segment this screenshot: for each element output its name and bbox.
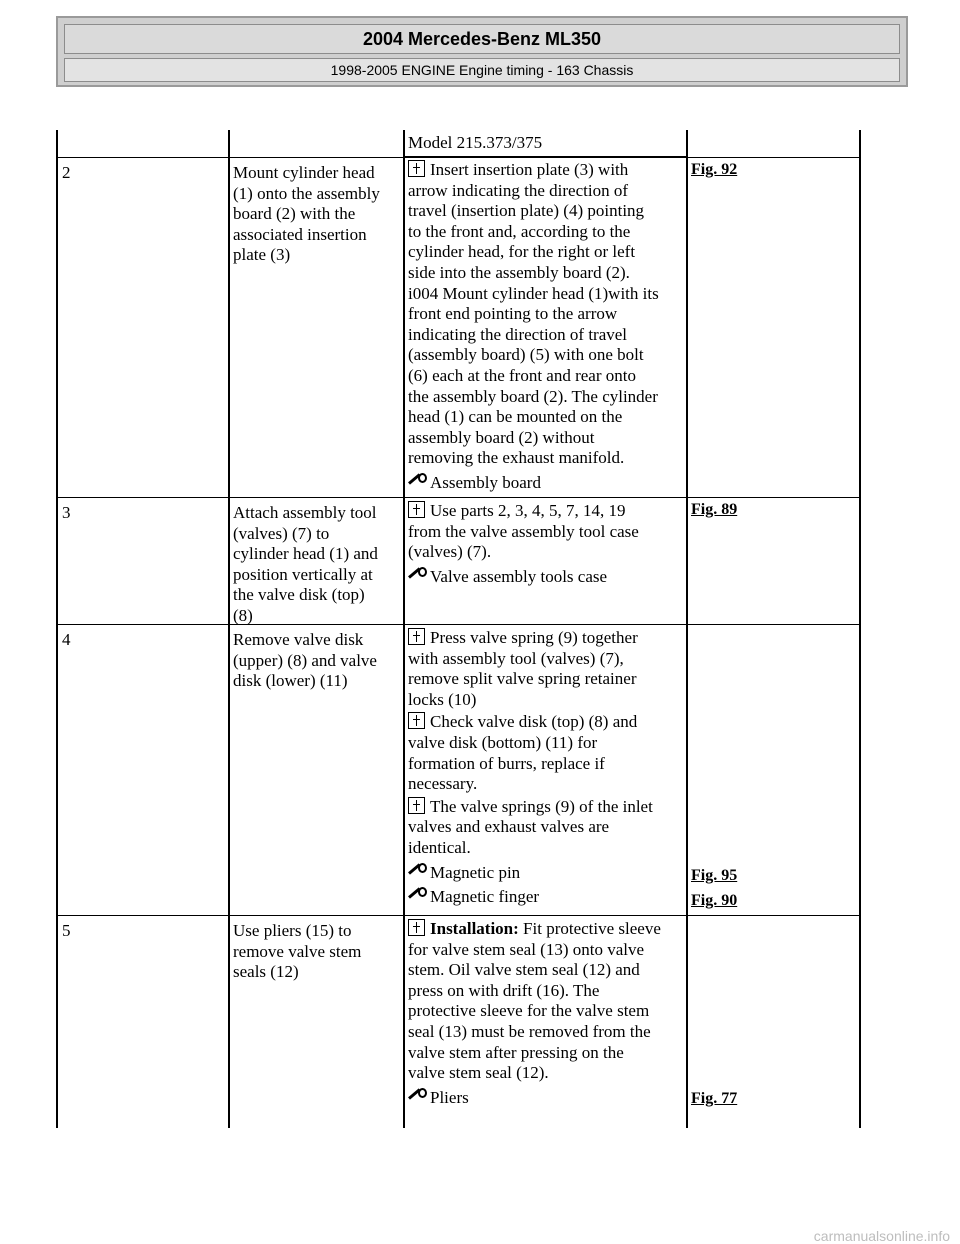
tool-icon [408,887,425,904]
figure-link[interactable]: Fig. 95 [691,867,738,884]
note-icon [408,160,425,177]
tool-name: Valve assembly tools case [430,566,608,586]
note-text: Insert insertion plate (3) with arrow indicating the direction of travel (insertion plate) (4) pointing to the front and, according to the cylinder head, for the right or left side into the assembly board (2). i004 Mount cylinder head (1)with its front end pointing to the arrow indicating the direction of travel (assembly board) (5) with one bolt (6) each at the front and rear onto the assembly board (2). The cylinder head (1) can be mounted on the assembly board (2) without removing the exhaust manifold. Assembly board [408,160,659,492]
table-border-right [859,130,861,1128]
document-title: 2004 Mercedes-Benz ML350 [64,24,900,54]
operation-text: Remove valve disk (upper) (8) and valve disk (lower) (11) [233,630,377,691]
step-number: 4 [62,630,71,649]
row-divider [56,157,861,158]
tool-name: Magnetic pin [430,862,521,882]
note-icon [408,919,425,936]
tool-name: Pliers [430,1087,469,1107]
step-number: 2 [62,163,71,182]
note-icon [408,797,425,814]
figure-link[interactable]: Fig. 90 [691,892,738,909]
operation-text: Mount cylinder head (1) onto the assembly board (2) with the associated insertion plate (3) [233,163,380,265]
note-icon [408,712,425,729]
figure-link[interactable]: Fig. 92 [691,161,738,178]
document-subtitle: 1998-2005 ENGINE Engine timing - 163 Chassis [64,58,900,82]
column-divider [403,130,405,1128]
note-text: Press valve spring (9) together with assembly tool (valves) (7), remove split valve spring retainer locks (10) Check valve disk (top) (8) and valve disk (bottom) (11) for formation of burrs, replace if necessary. The valve springs (9) of the inlet valves and exhaust valves are identical. Magnetic pin Magnetic finger [408,628,653,907]
tool-icon [408,863,425,880]
figure-link[interactable]: Fig. 89 [691,501,738,518]
tool-icon [408,473,425,490]
watermark: carmanualsonline.info [813,1228,950,1244]
step-number: 3 [62,503,71,522]
tool-icon [408,1088,425,1105]
row-divider [56,497,861,498]
operation-text: Attach assembly tool (valves) (7) to cylinder head (1) and position vertically at the valve disk (top) (8) [233,503,378,625]
note-icon [408,501,425,518]
note-text: Use parts 2, 3, 4, 5, 7, 14, 19 from the valve assembly tool case (valves) (7). Valve assembly tools case [408,501,639,586]
note-icon [408,628,425,645]
installation-label: Installation: [430,919,519,938]
note-text: Installation: Fit protective sleeve for valve stem seal (13) onto valve stem. Oil valve stem seal (12) and press on with drift (16). The protective sleeve for the valve stem seal (13) must be removed from the valve stem after pressing on the valve stem seal (12). Pliers [408,919,661,1107]
row-divider [56,624,861,625]
row-divider [56,915,861,916]
table-border-left [56,130,58,1128]
tool-icon [408,567,425,584]
step-number: 5 [62,921,71,940]
operation-text: Use pliers (15) to remove valve stem seals (12) [233,921,362,982]
column-divider [228,130,230,1128]
tool-name: Magnetic finger [430,887,540,907]
figure-link[interactable]: Fig. 77 [691,1090,738,1107]
table-row-continuation: Model 215.373/375 [408,133,543,152]
tool-name: Assembly board [430,472,541,492]
